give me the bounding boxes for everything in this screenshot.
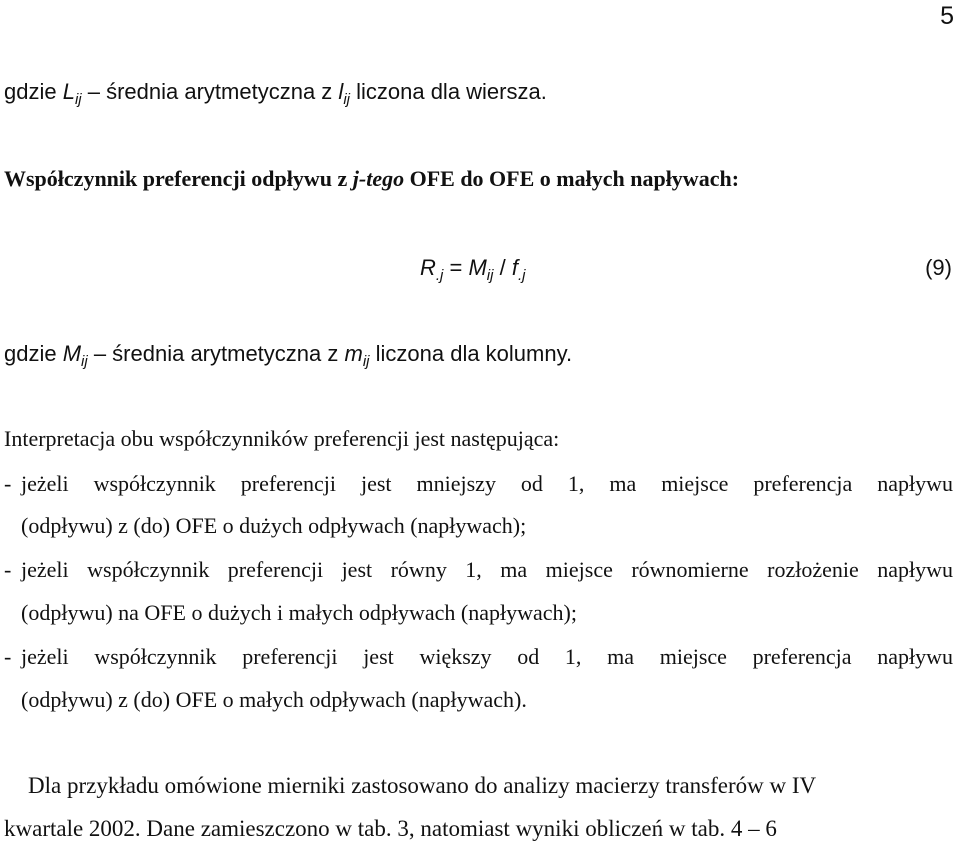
heading-text: OFE do OFE o małych napływach: (404, 166, 740, 191)
paragraph-line-2: kwartale 2002. Dane zamieszczono w tab. 3, natomiast wyniki obliczeń w tab. 4 – 6 (4, 816, 777, 841)
subscript: .j (435, 267, 444, 284)
subscript: .j (517, 267, 526, 284)
var-m: m (344, 341, 363, 366)
text: – średnia arytmetyczna z (81, 79, 339, 104)
bullet-dash: - (4, 557, 12, 582)
text: liczona dla kolumny. (369, 341, 573, 366)
subscript: ij (362, 353, 370, 370)
equals: = (443, 255, 469, 280)
equation-number: (9) (925, 255, 952, 280)
definition-line-1 (4, 78, 547, 114)
divide: / (493, 255, 512, 280)
var-M: M (62, 341, 82, 366)
subscript: ij (74, 91, 82, 108)
subscript: ij (486, 267, 494, 284)
bullet-dash: - (4, 471, 12, 496)
formula (420, 254, 525, 290)
var-l: l (338, 79, 344, 104)
text: liczona dla wiersza. (349, 79, 547, 104)
text: – średnia arytmetyczna z (87, 341, 345, 366)
bullet-2-line-2: (odpływu) na OFE o dużych i małych odpływach (napływach); (21, 600, 577, 625)
heading-italic: j-tego (352, 166, 405, 191)
var-f: f (511, 255, 518, 280)
var-L: L (62, 79, 75, 104)
bullet-3-line-1: jeżeli współczynnik preferencji jest większy od 1, ma miejsce preferencja napływu (21, 644, 953, 669)
subscript: ij (343, 91, 350, 108)
var-R: R (420, 255, 436, 280)
bullet-1-line-2: (odpływu) z (do) OFE o dużych odpływach (napływach); (21, 513, 527, 538)
definition-line-2 (4, 340, 572, 376)
page-number: 5 (940, 2, 954, 30)
bullet-1-line-1: jeżeli współczynnik preferencji jest mniejszy od 1, ma miejsce preferencja napływu (21, 471, 953, 496)
bullet-3-line-2: (odpływu) z (do) OFE o małych odpływach (napływach). (21, 687, 527, 712)
text: gdzie (4, 341, 63, 366)
bullet-dash: - (4, 644, 12, 669)
subscript: ij (81, 353, 88, 370)
paragraph-line-1: Dla przykładu omówione mierniki zastosowano do analizy macierzy transferów w IV (28, 773, 817, 798)
heading-text: Współczynnik preferencji odpływu z (4, 166, 353, 191)
var-M: M (468, 255, 487, 280)
bullet-2-line-1: jeżeli współczynnik preferencji jest równy 1, ma miejsce równomierne rozłożenie napływu (21, 557, 953, 582)
interpretation-intro: Interpretacja obu współczynników preferencji jest następująca: (4, 426, 560, 451)
text: gdzie (4, 79, 63, 104)
section-heading (4, 165, 739, 193)
